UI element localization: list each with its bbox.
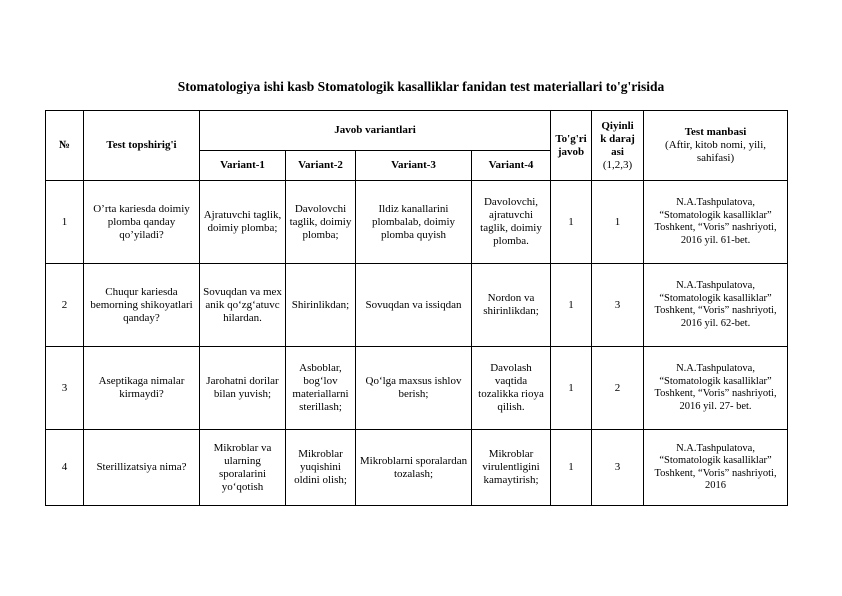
row-number: 1: [46, 181, 84, 264]
header-difficulty: [592, 111, 644, 181]
row-variant-4: Mikroblar virulentligini kamaytirish;: [472, 430, 551, 506]
row-variant-3: Sovuqdan va issiqdan: [356, 264, 472, 347]
header-number: №: [46, 111, 84, 181]
header-variant-2: Variant-2: [286, 151, 356, 181]
header-source-label: Test manbasi: [684, 126, 747, 138]
row-source: N.A.Tashpulatova, “Stomatologik kasalliklar” Toshkent, “Voris” nashriyoti, 2016 yil. 27- bet.: [644, 347, 788, 430]
test-materials-table: [45, 110, 788, 506]
row-source: N.A.Tashpulatova, “Stomatologik kasalliklar” Toshkent, “Voris” nashriyoti, 2016: [644, 430, 788, 506]
row-source: N.A.Tashpulatova, “Stomatologik kasalliklar” Toshkent, “Voris” nashriyoti, 2016 yil. 61-bet.: [644, 181, 788, 264]
row-variant-4: Davolovchi, ajratuvchi taglik, doimiy plomba.: [472, 181, 551, 264]
table-row: [46, 347, 788, 430]
header-correct-label: To'g'ri javob: [555, 132, 587, 158]
row-variant-4: Nordon va shirinlikdan;: [472, 264, 551, 347]
row-variant-4: Davolash vaqtida tozalikka rioya qilish.: [472, 347, 551, 430]
row-variant-1: Mikroblar va ularning sporalarini yo‘qotish: [200, 430, 286, 506]
table-row: [46, 264, 788, 347]
row-variant-3: Mikroblarni sporalardan tozalash;: [356, 430, 472, 506]
row-number: 2: [46, 264, 84, 347]
row-task: Aseptikaga nimalar kirmaydi?: [84, 347, 200, 430]
header-test-task: Test topshirig'i: [84, 111, 200, 181]
row-source: N.A.Tashpulatova, “Stomatologik kasalliklar” Toshkent, “Voris” nashriyoti, 2016 yil. 62-bet.: [644, 264, 788, 347]
document-title: Stomatologiya ishi kasb Stomatologik kasalliklar fanidan test materiallari to'g'risida: [177, 79, 665, 94]
header-source-note: (Aftir, kitob nomi, yili, sahifasi): [665, 139, 767, 164]
row-difficulty: 3: [592, 264, 644, 347]
row-variant-3: Qo‘lga maxsus ishlov berish;: [356, 347, 472, 430]
row-correct: 1: [551, 347, 592, 430]
header-variant-4: Variant-4: [472, 151, 551, 181]
header-source: [644, 111, 788, 181]
row-difficulty: 3: [592, 430, 644, 506]
header-variant-1: Variant-1: [200, 151, 286, 181]
header-difficulty-label: Qiyinlik darajasi: [600, 119, 635, 158]
row-variant-2: Davolovchi taglik, doimiy plomba;: [286, 181, 356, 264]
row-variant-2: Asboblar, bog‘lov materiallarni sterillash;: [286, 347, 356, 430]
row-difficulty: 1: [592, 181, 644, 264]
table-row: [46, 430, 788, 506]
header-answer-variants: Javob variantlari: [200, 111, 551, 151]
row-task: Chuqur kariesda bemorning shikoyatlari qanday?: [84, 264, 200, 347]
row-task: Sterillizatsiya nima?: [84, 430, 200, 506]
row-variant-2: Mikroblar yuqishini oldini olish;: [286, 430, 356, 506]
row-variant-1: Jarohatni dorilar bilan yuvish;: [200, 347, 286, 430]
table-row: [46, 181, 788, 264]
header-difficulty-note: (1,2,3): [602, 158, 633, 171]
row-number: 4: [46, 430, 84, 506]
row-correct: 1: [551, 264, 592, 347]
row-correct: 1: [551, 430, 592, 506]
row-correct: 1: [551, 181, 592, 264]
row-variant-3: Ildiz kanallarini plombalab, doimiy plomba quyish: [356, 181, 472, 264]
row-variant-2: Shirinlikdan;: [286, 264, 356, 347]
header-correct-answer: [551, 111, 592, 181]
row-variant-1: Ajratuvchi taglik, doimiy plomba;: [200, 181, 286, 264]
row-difficulty: 2: [592, 347, 644, 430]
row-number: 3: [46, 347, 84, 430]
header-variant-3: Variant-3: [356, 151, 472, 181]
row-variant-1: Sovuqdan va mexanik qo‘zg‘atuvchilardan.: [200, 264, 286, 347]
row-task: O’rta kariesda doimiy plomba qanday qo’yiladi?: [84, 181, 200, 264]
